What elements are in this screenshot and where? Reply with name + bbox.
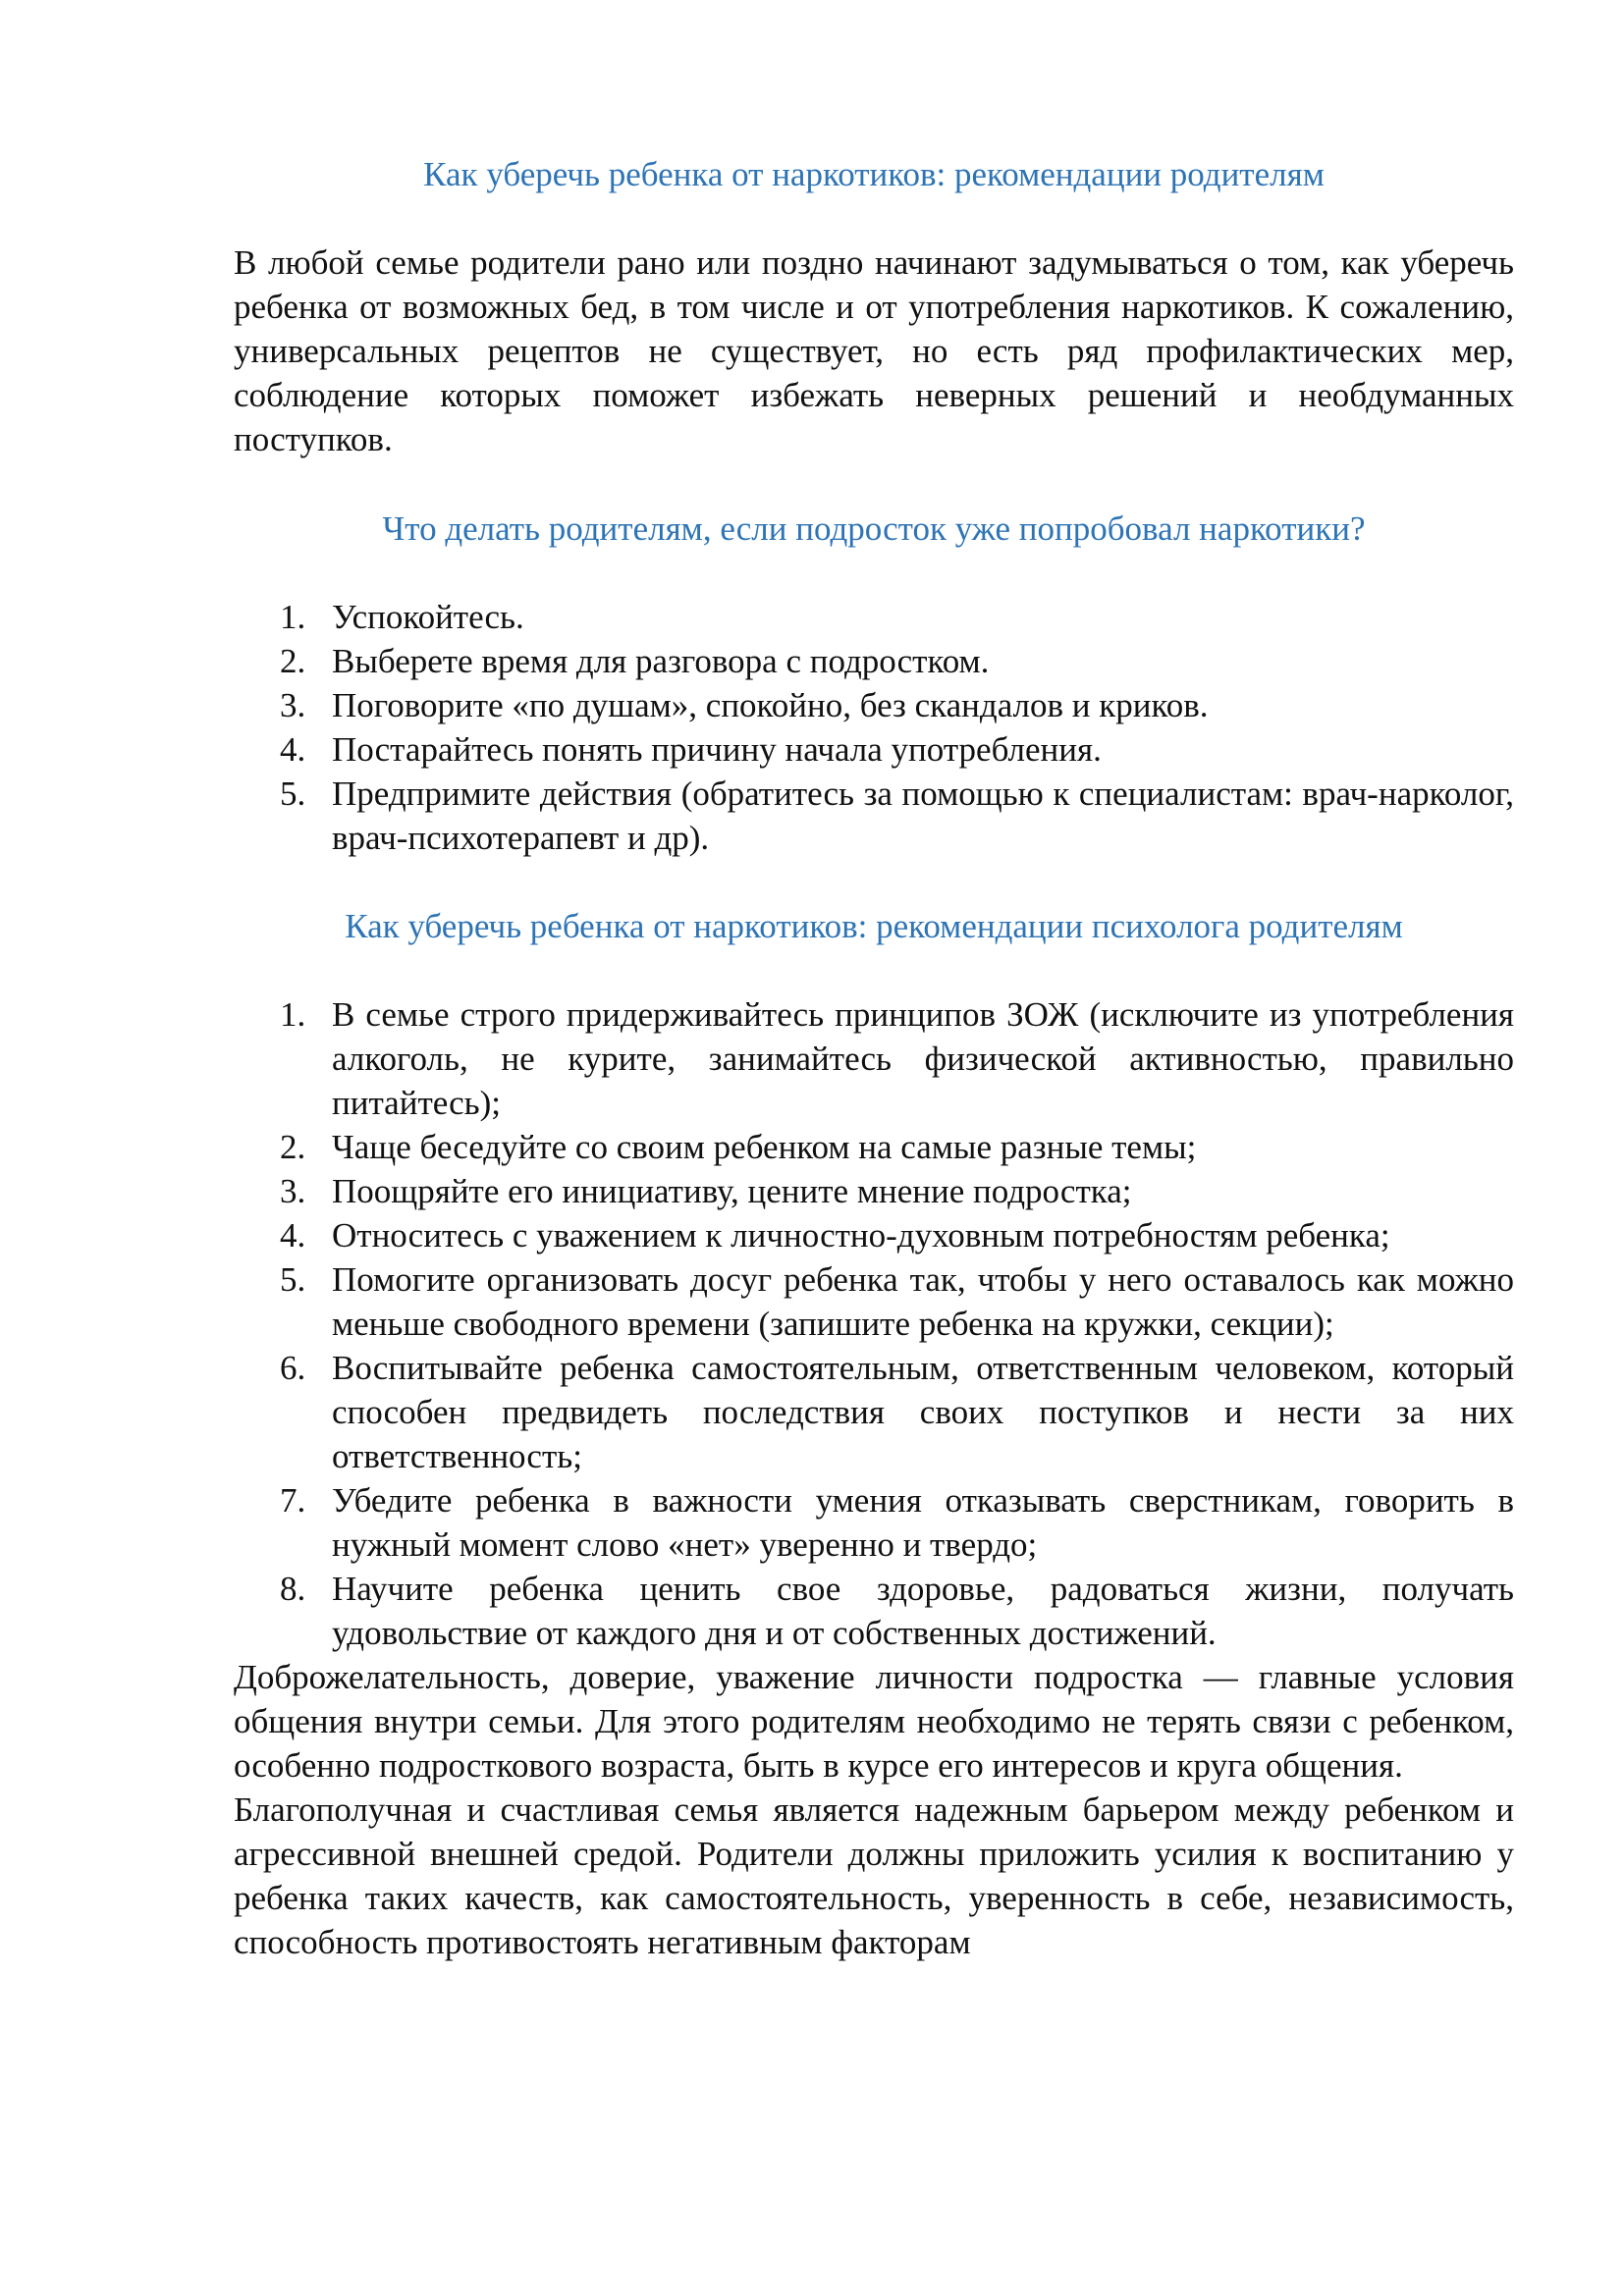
list-item — [234, 639, 1514, 683]
list-text: Выберете время для разговора с подростком. — [332, 642, 990, 680]
section-heading-teen-tried-drugs: Что делать родителям, если подросток уже попробовал наркотики? — [382, 509, 1366, 548]
list-text: В семье строго придерживайтесь принципов ЗОЖ (исключите из употребления алкоголь, не курите, занимайтесь физической активностью, правильно питайтесь); — [332, 995, 1514, 1122]
section-heading-psychologist-recommendations: Как уберечь ребенка от наркотиков: рекомендации психолога родителям — [345, 907, 1403, 945]
list-number: 1. — [280, 995, 306, 1034]
page-title: Как уберечь ребенка от наркотиков: рекомендации родителям — [423, 155, 1325, 193]
list-text: Постарайтесь понять причину начала употребления. — [332, 730, 1102, 769]
steps-list — [234, 595, 1514, 860]
intro-paragraph: В любой семье родители рано или поздно начинают задумываться о том, как уберечь ребенка от возможных бед, в том числе и от употребления наркотиков. К сожалению, универсальных рецептов не существует, но есть ряд профилактических мер, соблюдение которых поможет избежать неверных решений и необдуманных поступков. — [234, 243, 1514, 458]
closing-paragraph: Благополучная и счастливая семья является надежным барьером между ребенком и агрессивной внешней средой. Родители должны приложить усилия к воспитанию у ребенка таких качеств, как самостоятельность, уверенность в себе, независимость, способность противостоять негативным факторам — [234, 1790, 1514, 1961]
list-text: Поговорите «по душам», спокойно, без скандалов и криков. — [332, 686, 1209, 724]
list-item — [234, 1346, 1514, 1478]
list-number: 7. — [280, 1481, 306, 1520]
list-item — [234, 1213, 1514, 1257]
list-item — [234, 1257, 1514, 1346]
closing-paragraph: Доброжелательность, доверие, уважение личности подростка — главные условия общения внутри семьи. Для этого родителям необходимо не терять связи с ребенком, особенно подросткового возраста, быть в курсе его интересов и круга общения. — [234, 1658, 1514, 1785]
document-body — [234, 152, 1514, 1964]
list-item — [234, 772, 1514, 860]
list-number: 1. — [280, 598, 306, 636]
list-item — [234, 683, 1514, 727]
list-number: 2. — [280, 642, 306, 680]
list-item — [234, 992, 1514, 1125]
list-number: 4. — [280, 730, 306, 769]
list-number: 2. — [280, 1128, 306, 1166]
list-text: Успокойтесь. — [332, 598, 524, 636]
list-number: 6. — [280, 1349, 306, 1387]
list-text: Научите ребенка ценить свое здоровье, радоваться жизни, получать удовольствие от каждого дня и от собственных достижений. — [332, 1570, 1514, 1652]
list-text: Убедите ребенка в важности умения отказывать сверстникам, говорить в нужный момент слово «нет» уверенно и твердо; — [332, 1481, 1514, 1564]
list-number: 5. — [280, 774, 306, 813]
recommendations-list — [234, 992, 1514, 1655]
list-item — [234, 1125, 1514, 1169]
list-number: 3. — [280, 1172, 306, 1210]
list-text: Помогите организовать досуг ребенка так, чтобы у него оставалось как можно меньше свободного времени (запишите ребенка на кружки, секции); — [332, 1260, 1514, 1343]
list-number: 3. — [280, 686, 306, 724]
list-text: Воспитывайте ребенка самостоятельным, ответственным человеком, который способен предвидеть последствия своих поступков и нести за них ответственность; — [332, 1349, 1514, 1475]
list-item — [234, 1567, 1514, 1655]
list-item — [234, 727, 1514, 772]
list-text: Чаще беседуйте со своим ребенком на самые разные темы; — [332, 1128, 1197, 1166]
list-number: 4. — [280, 1216, 306, 1255]
list-text: Предпримите действия (обратитесь за помощью к специалистам: врач-нарколог, врач-психотерапевт и др). — [332, 774, 1514, 857]
list-item — [234, 1478, 1514, 1567]
list-text: Поощряйте его инициативу, цените мнение подростка; — [332, 1172, 1132, 1210]
list-text: Относитесь с уважением к личностно-духовным потребностям ребенка; — [332, 1216, 1390, 1255]
list-number: 8. — [280, 1570, 306, 1608]
list-number: 5. — [280, 1260, 306, 1299]
list-item — [234, 595, 1514, 639]
list-item — [234, 1169, 1514, 1213]
